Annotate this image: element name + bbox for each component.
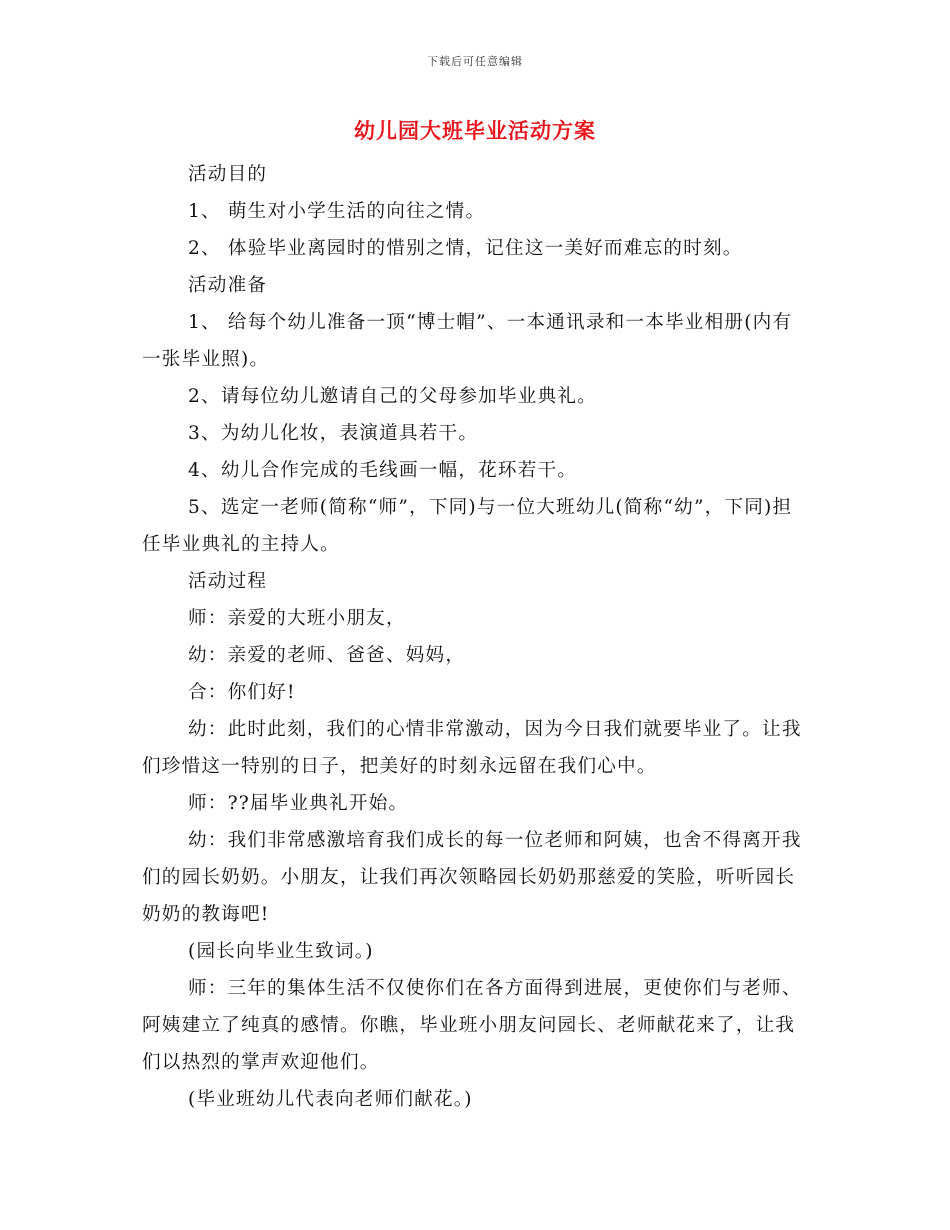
stage-direction: (毕业班幼儿代表向老师们献花。)	[188, 1089, 473, 1110]
header-note: 下载后可任意编辑	[427, 55, 523, 68]
preparation-item-1: 1、 给每个幼儿准备一顶“博士帽”、一本通讯录和一本毕业相册(内有一张毕业照)。	[142, 312, 793, 370]
section-heading-purpose: 活动目的	[188, 164, 268, 185]
section-heading-process: 活动过程	[188, 571, 268, 592]
dialogue-line: 师：亲爱的大班小朋友，	[188, 608, 406, 629]
dialogue-line: 幼：我们非常感激培育我们成长的每一位老师和阿姨，也舍不得离开我们的园长奶奶。小朋友，让我们再次领略园长奶奶那慈爱的笑脸，听听园长奶奶的教诲吧!	[142, 830, 802, 925]
preparation-item-5: 5、选定一老师(简称“师”，下同)与一位大班幼儿(简称“幼”，下同)担任毕业典礼的主持人。	[142, 497, 793, 555]
dialogue-line: 幼：此时此刻，我们的心情非常激动，因为今日我们就要毕业了。让我们珍惜这一特别的日子，把美好的时刻永远留在我们心中。	[142, 719, 802, 777]
document-title: 幼儿园大班毕业活动方案	[354, 118, 596, 143]
dialogue-line: 幼：亲爱的老师、爸爸、妈妈，	[188, 645, 466, 666]
document-body	[142, 156, 810, 1118]
dialogue-line: 师：??届毕业典礼开始。	[188, 793, 409, 814]
preparation-item-3: 3、为幼儿化妆，表演道具若干。	[188, 423, 479, 444]
dialogue-line: 师：三年的集体生活不仅使你们在各方面得到进展，更使你们与老师、阿姨建立了纯真的感情。你瞧，毕业班小朋友问园长、老师献花来了，让我们以热烈的掌声欢迎他们。	[142, 978, 802, 1073]
preparation-item-4: 4、幼儿合作完成的毛线画一幅，花环若干。	[188, 460, 578, 481]
dialogue-line: 合：你们好!	[188, 682, 296, 703]
stage-direction: (园长向毕业生致词。)	[188, 941, 374, 962]
preparation-item-2: 2、请每位幼儿邀请自己的父母参加毕业典礼。	[188, 386, 597, 407]
purpose-item-1: 1、 萌生对小学生活的向往之情。	[188, 201, 486, 222]
purpose-item-2: 2、 体验毕业离园时的惜别之情，记住这一美好而难忘的时刻。	[188, 238, 743, 259]
section-heading-preparation: 活动准备	[188, 275, 268, 296]
